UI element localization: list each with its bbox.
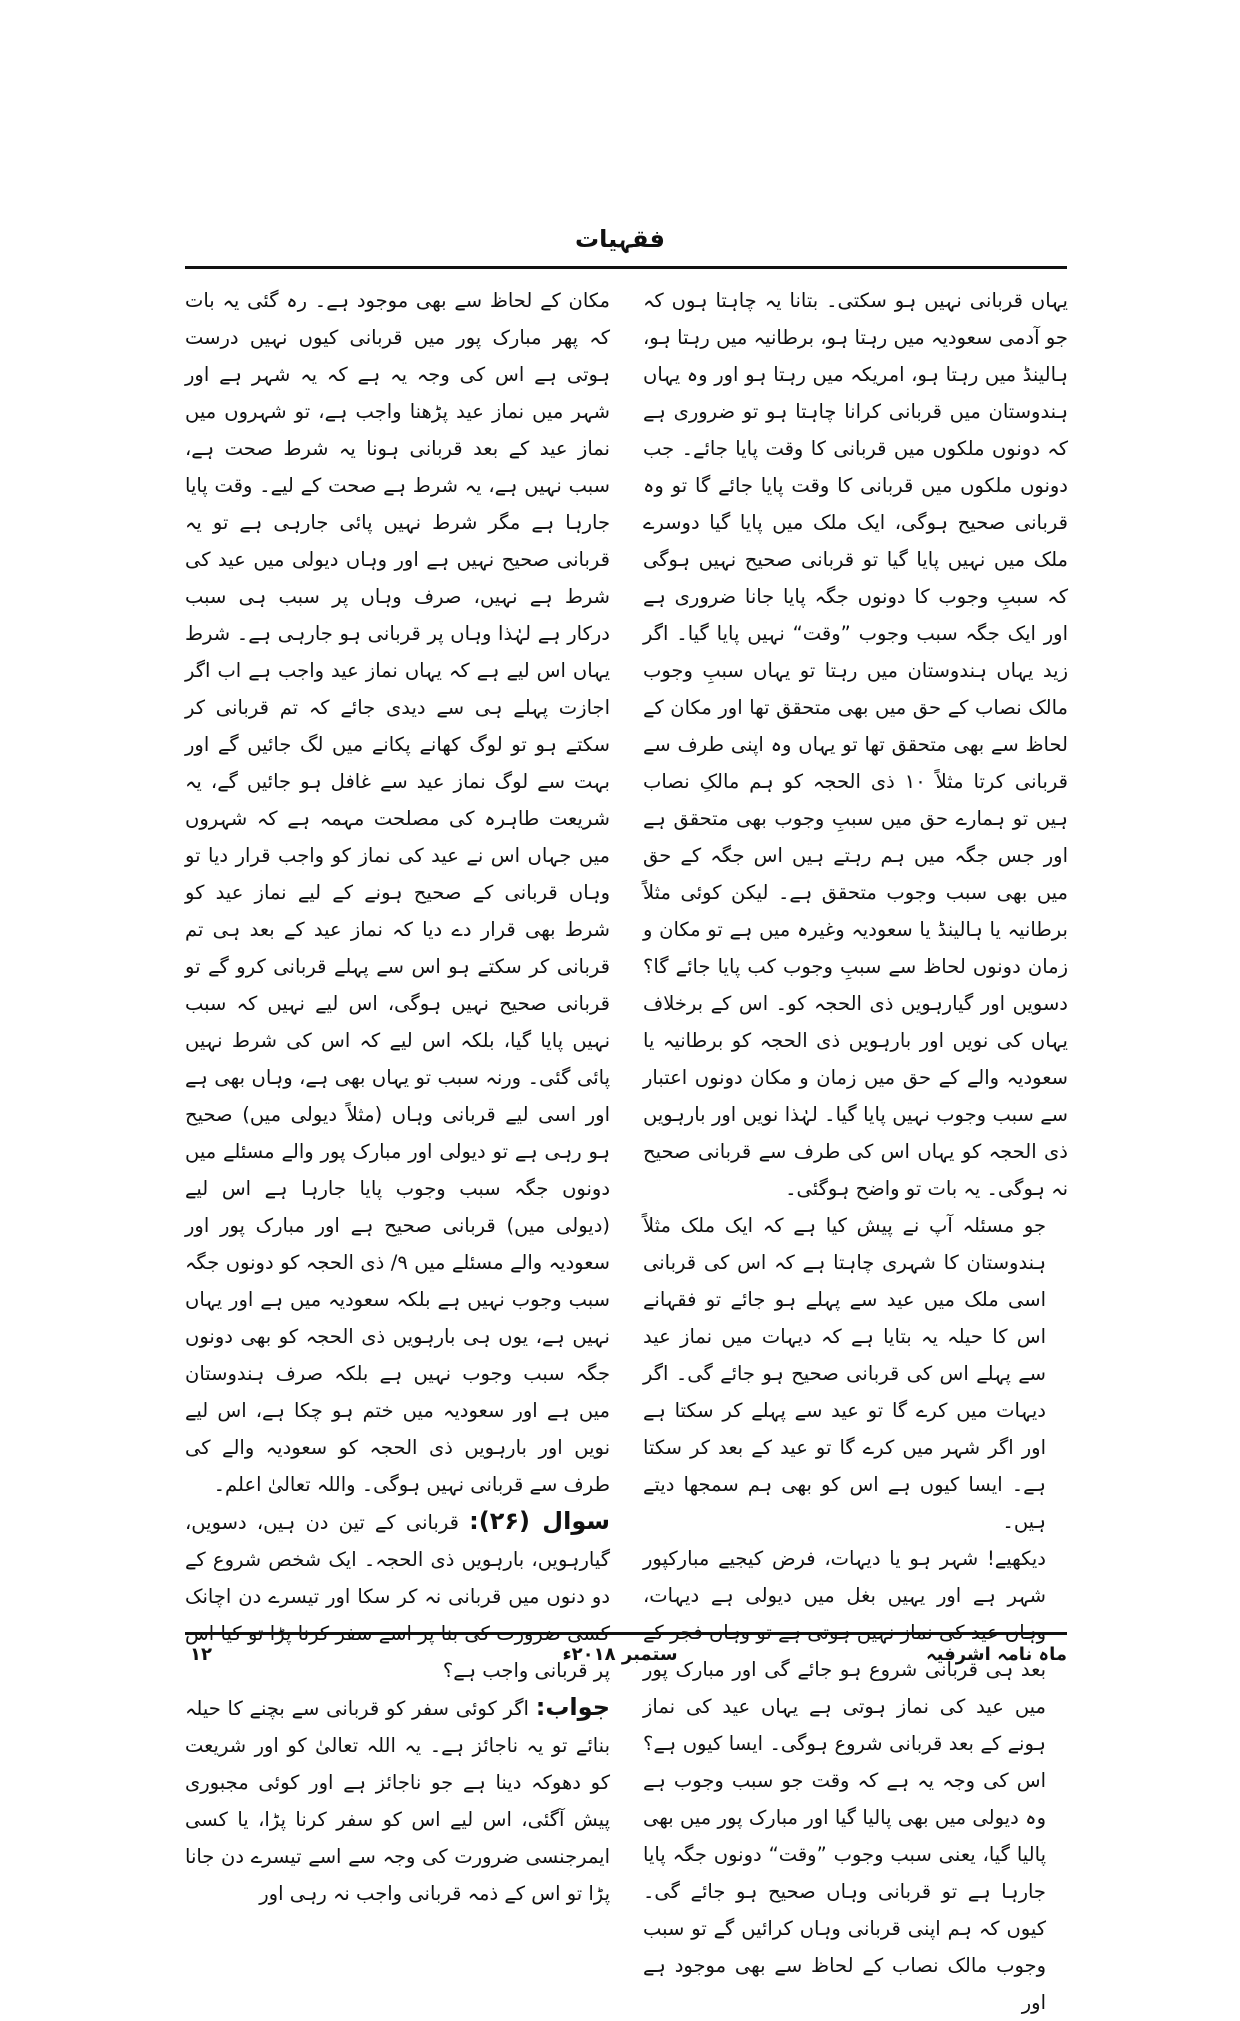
answer-paragraph [185,1689,610,1912]
question-label: سوال (۲۶): [469,1507,610,1535]
question-text: قربانی کے تین دن ہیں، دسویں، گیارہویں، بارہویں ذی الحجہ۔ ایک شخص شروع کے دو دنوں میں قربانی نہ کر سکا اور تیسرے دن اچانک کسی ضرورت کی بنا پر اسے سفر کرنا پڑا تو کیا اس پر قربانی واجب ہے؟ [185,1511,610,1682]
paragraph: دیکھیے! شہر ہو یا دیہات، فرض کیجیے مبارکپور شہر ہے اور یہیں بغل میں دیولی ہے دیہات، وہاں عید کی نماز نہیں ہوتی ہے تو وہاں فجر کے بعد ہی قربانی شروع ہو جائے گی اور مبارک پور میں عید کی نماز ہوتی ہے یہاں عید کی نماز ہونے کے بعد قربانی شروع ہوگی۔ ایسا کیوں ہے؟ اس کی وجہ یہ ہے کہ وقت جو سبب وجوب ہے وہ دیولی میں بھی پالیا گیا اور مبارک پور میں بھی پالیا گیا، یعنی سبب وجوب ”وقت“ دونوں جگہ پایا جارہا ہے تو قربانی وہاں صحیح ہو جائے گی۔ کیوں کہ ہم اپنی قربانی وہاں کرائیں گے تو سبب وجوب مالک نصاب کے لحاظ سے بھی موجود ہے اور [643,1547,1046,2014]
answer-label: جواب: [535,1693,611,1721]
page-number: ۱۲ [190,1644,212,1665]
paragraph: یہاں قربانی نہیں ہو سکتی۔ بتانا یہ چاہتا ہوں کہ جو آدمی سعودیہ میں رہتا ہو، برطانیہ میں رہتا ہو، ہالینڈ میں رہتا ہو، امریکہ میں رہتا ہو اور وہ یہاں ہندوستان میں قربانی کرانا چاہتا ہو تو ضروری ہے کہ دونوں ملکوں میں قربانی کا وقت پایا جائے۔ جب دونوں ملکوں میں قربانی کا وقت پایا جائے گا تو وہ قربانی صحیح ہوگی، ایک ملک میں پایا گیا دوسرے ملک میں نہیں پایا گیا تو قربانی صحیح نہیں ہوگی کہ سببِ وجوب کا دونوں جگہ پایا جانا ضروری ہے اور ایک جگہ سبب وجوب ”وقت“ نہیں پایا گیا۔ اگر زید یہاں ہندوستان میں رہتا تو یہاں سببِ وجوب مالک نصاب کے حق میں بھی متحقق تھا اور مکان کے لحاظ سے بھی متحقق تھا تو یہاں وہ اپنی طرف سے قربانی کرتا مثلاً ۱۰ ذی الحجہ کو ہم مالکِ نصاب ہیں تو ہمارے حق میں سببِ وجوب بھی متحقق ہے اور جس جگہ میں ہم رہتے ہیں اس جگہ کے حق میں بھی سبب وجوب متحقق ہے۔ لیکن کوئی مثلاً برطانیہ یا ہالینڈ یا سعودیہ وغیرہ میں ہے تو مکان و زمان دونوں لحاظ سے سببِ وجوب کب پایا جائے گا؟ دسویں اور گیارہویں ذی الحجہ کو۔ اس کے برخلاف یہاں کی نویں اور بارہویں ذی الحجہ کو برطانیہ یا سعودیہ والے کے حق میں زمان و مکان دونوں اعتبار سے سبب وجوب نہیں پایا گیا۔ لہٰذا نویں اور بارہویں ذی الحجہ کو یہاں اس کی طرف سے قربانی صحیح نہ ہوگی۔ یہ بات تو واضح ہوگئی۔ [643,289,1068,1200]
page-title: فقہیات [575,225,665,253]
answer-text: اگر کوئی سفر کو قربانی سے بچنے کا حیلہ بنائے تو یہ ناجائز ہے۔ یہ اللہ تعالیٰ کو اور شریعت کو دھوکہ دینا ہے جو ناجائز ہے اور کوئی مجبوری پیش آگئی، اس لیے اس کو سفر کرنا پڑا، یا کسی ایمرجنسی ضرورت کی وجہ سے اسے تیسرے دن جانا پڑا تو اس کے ذمہ قربانی واجب نہ رہی اور [185,1697,610,1905]
footer-rule [185,1632,1067,1635]
paragraph: جو مسئلہ آپ نے پیش کیا ہے کہ ایک ملک مثلاً ہندوستان کا شہری چاہتا ہے کہ اس کی قربانی اسی ملک میں عید سے پہلے ہو جائے تو فقہانے اس کا حیلہ یہ بتایا ہے کہ دیہات میں نماز عید سے پہلے اس کی قربانی صحیح ہو جائے گی۔ اگر دیہات میں کرے گا تو عید سے پہلے کر سکتا ہے اور اگر شہر میں کرے گا تو عید کے بعد کر سکتا ہے۔ ایسا کیوں ہے اس کو بھی ہم سمجھا دیتے ہیں۔ [643,1214,1046,1533]
issue-date: ستمبر ۲۰۱۸ء [562,1644,678,1665]
header-rule [185,266,1067,269]
magazine-name: ماہ نامہ اشرفیہ [926,1644,1067,1665]
paragraph: مکان کے لحاظ سے بھی موجود ہے۔ رہ گئی یہ بات کہ پھر مبارک پور میں قربانی کیوں نہیں درست ہوتی ہے اس کی وجہ یہ ہے کہ یہ شہر ہے اور شہر میں نماز عید پڑھنا واجب ہے، تو شہروں میں نماز عید کے بعد قربانی ہونا یہ شرط صحت ہے، سبب نہیں ہے، یہ شرط ہے صحت کے لیے۔ وقت پایا جارہا ہے مگر شرط نہیں پائی جارہی ہے تو یہ قربانی صحیح نہیں ہے اور وہاں دیولی میں عید کی شرط ہے نہیں، صرف وہاں پر سبب ہی سبب درکار ہے لہٰذا وہاں پر قربانی ہو جارہی ہے۔ شرط یہاں اس لیے ہے کہ یہاں نماز عید واجب ہے اب اگر اجازت پہلے ہی سے دیدی جائے کہ تم قربانی کر سکتے ہو تو لوگ کھانے پکانے میں لگ جائیں گے اور بہت سے لوگ نماز عید سے غافل ہو جائیں گے، یہ شریعت طاہرہ کی مصلحت مہمہ ہے کہ شہروں میں جہاں اس نے عید کی نماز کو واجب قرار دیا تو وہاں قربانی کے صحیح ہونے کے لیے نماز عید کو شرط بھی قرار دے دیا کہ نماز عید کے بعد ہی تم قربانی کر سکتے ہو اس سے پہلے قربانی کرو گے تو قربانی صحیح نہیں ہوگی، اس لیے نہیں کہ سبب نہیں پایا گیا، بلکہ اس لیے کہ اس کی شرط نہیں پائی گئی۔ ورنہ سبب تو یہاں بھی ہے، وہاں بھی ہے اور اسی لیے قربانی وہاں (مثلاً دیولی میں) صحیح ہو رہی ہے تو دیولی اور مبارک پور والے مسئلے میں دونوں جگہ سبب وجوب پایا جارہا ہے اس لیے (دیولی میں) قربانی صحیح ہے اور مبارک پور اور سعودیہ والے مسئلے میں ۹/ ذی الحجہ کو دونوں جگہ سبب وجوب نہیں ہے بلکہ سعودیہ میں ہے اور یہاں نہیں ہے، یوں ہی بارہویں ذی الحجہ کو بھی دونوں جگہ سبب وجوب نہیں ہے بلکہ صرف ہندوستان میں ہے اور سعودیہ میں ختم ہو چکا ہے، اس لیے نویں اور بارہویں ذی الحجہ کو سعودیہ والے کی طرف سے قربانی نہیں ہوگی۔ واللہ تعالیٰ اعلم۔ [185,289,610,1496]
